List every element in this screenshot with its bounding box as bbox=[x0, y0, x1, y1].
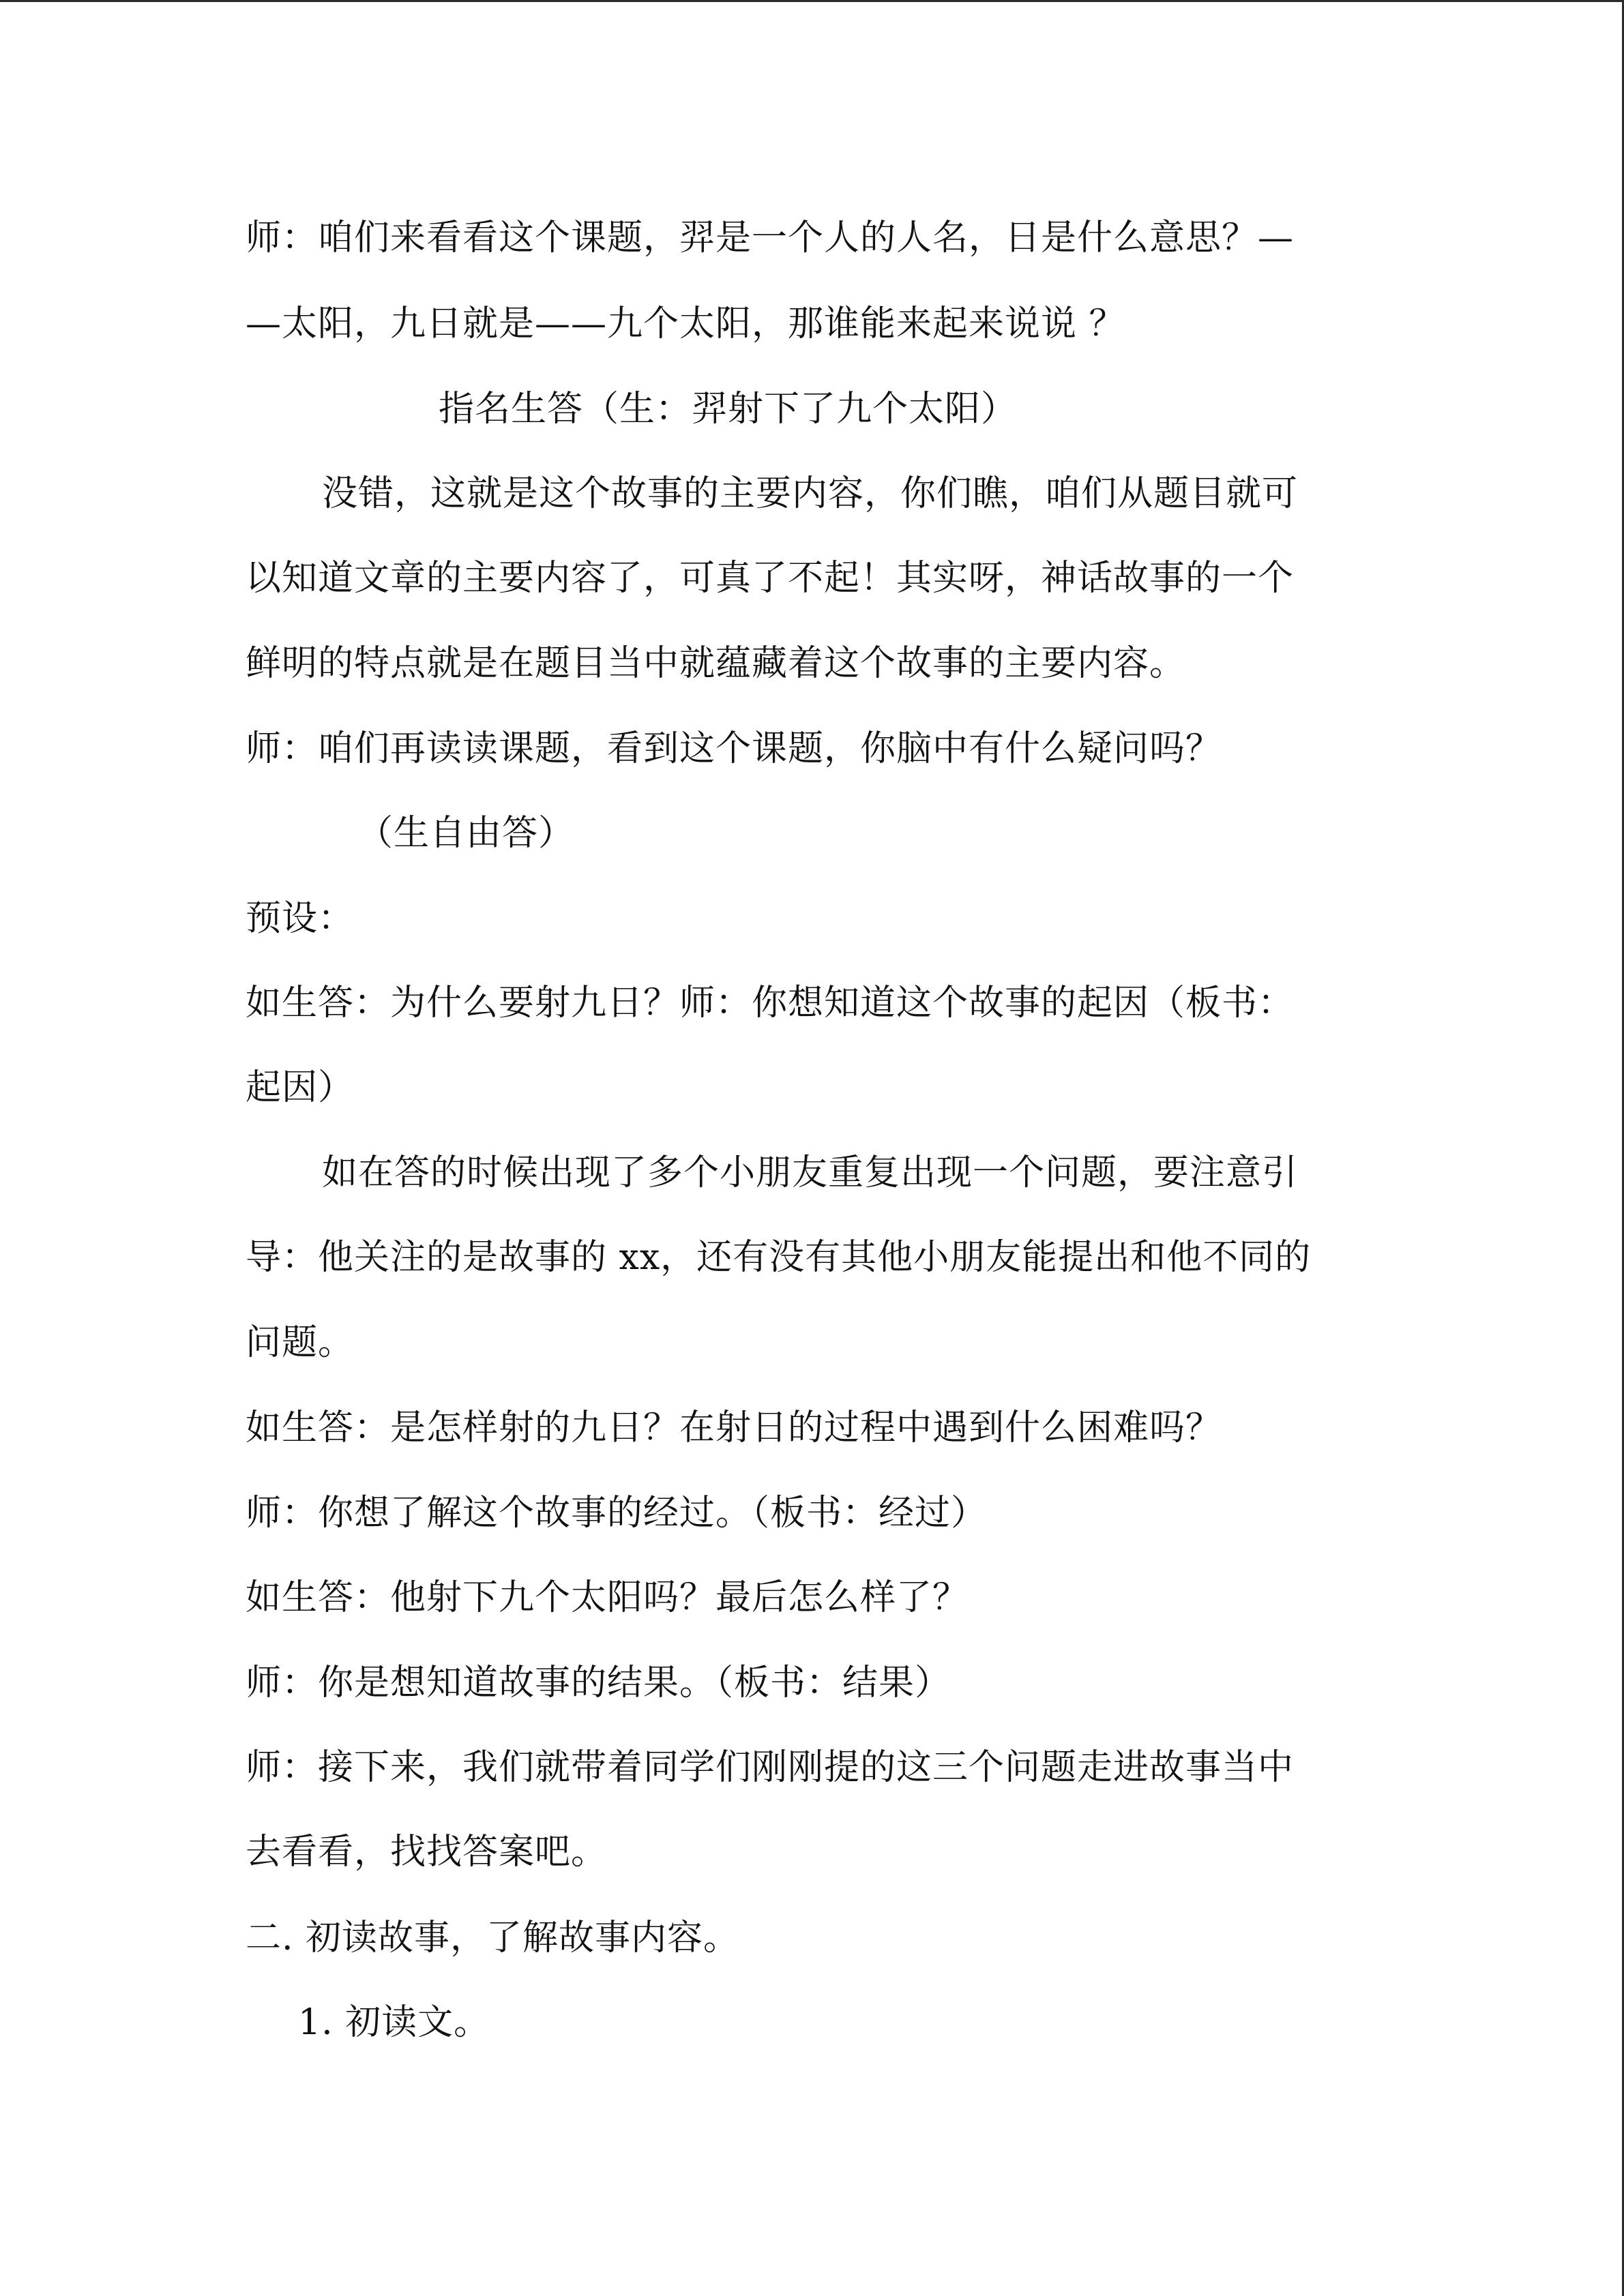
text-line: 师：咱们来看看这个课题，羿是一个人的人名，日是什么意思？— bbox=[246, 218, 1295, 258]
text-line: 起因） bbox=[246, 1067, 355, 1108]
text-line: 师：接下来，我们就带着同学们刚刚提的这三个问题走进故事当中 bbox=[246, 1747, 1295, 1788]
text-line: 去看看，找找答案吧。 bbox=[246, 1832, 608, 1873]
text-line: 师：咱们再读读课题，看到这个课题，你脑中有什么疑问吗？ bbox=[246, 728, 1222, 769]
page-top-border bbox=[0, 0, 1624, 2]
text-line: 以知道文章的主要内容了，可真了不起！其实呀，神话故事的一个 bbox=[246, 558, 1295, 599]
text-line: 鲜明的特点就是在题目当中就蕴藏着这个故事的主要内容。 bbox=[246, 643, 1186, 684]
text-line: 导：他关注的是故事的 xx，还有没有其他小朋友能提出和他不同的 bbox=[246, 1237, 1312, 1278]
text-line: 没错，这就是这个故事的主要内容，你们瞧，咱们从题目就可 bbox=[322, 473, 1299, 514]
text-line: 预设： bbox=[246, 898, 355, 939]
text-line: 师：你是想知道故事的结果。（板书：结果） bbox=[246, 1663, 951, 1703]
numbered-item: 1. 初读文。 bbox=[298, 2002, 490, 2043]
text-line: 如生答：他射下九个太阳吗？最后怎么样了？ bbox=[246, 1577, 969, 1618]
text-line: 问题。 bbox=[246, 1322, 355, 1363]
text-line: 如生答：是怎样射的九日？在射日的过程中遇到什么困难吗？ bbox=[246, 1407, 1222, 1448]
text-line: 如在答的时候出现了多个小朋友重复出现一个问题，要注意引 bbox=[322, 1152, 1299, 1193]
section-heading: 二. 初读故事，了解故事内容。 bbox=[246, 1918, 740, 1958]
text-line: （生自由答） bbox=[357, 813, 575, 854]
text-line: 如生答：为什么要射九日？师：你想知道这个故事的起因（板书： bbox=[246, 983, 1295, 1024]
text-line: 指名生答（生：羿射下了九个太阳） bbox=[439, 389, 1018, 430]
text-line: —太阳，九日就是——九个太阳，那谁能来起来说说 ？ bbox=[246, 303, 1125, 344]
text-line: 师：你想了解这个故事的经过。（板书：经过） bbox=[246, 1493, 988, 1534]
